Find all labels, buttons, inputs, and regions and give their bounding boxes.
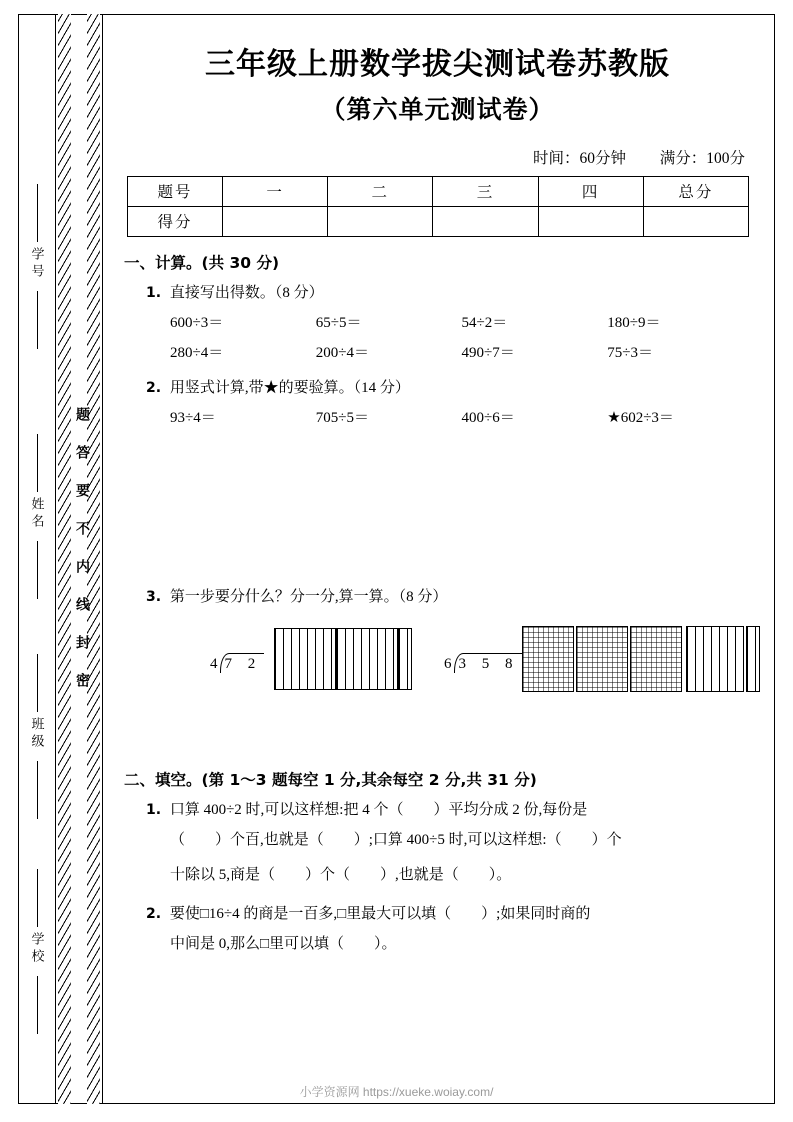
question-text: 用竖式计算,带★的要验算。（14 分） [169,379,410,396]
seal-fields [20,14,54,1104]
field-rule [37,434,38,492]
question-1-3 [146,585,753,606]
question-text: 口算 400÷2 时,可以这样想:把 4 个（ ）平均分成 2 份,每份是 [169,801,588,818]
field-name [24,434,50,599]
table-row-score [128,206,749,236]
column-3: 三 [433,176,538,206]
question-text: 第一步要分什么？分一分,算一算。（8 分） [169,588,448,605]
section-title-1: 一、计算。(共 30 分) [124,253,280,272]
score-table [127,176,749,237]
field-rule [37,869,38,927]
hundred-grid-3 [630,626,682,692]
score-cell-3[interactable] [433,206,538,236]
seal-strip [55,14,103,1104]
field-rule [37,761,38,819]
question-text: 直接写出得数。（8 分） [169,284,324,301]
table-row-header [128,176,749,206]
divisor: 4 [210,655,218,672]
figure-row [162,618,753,710]
field-label: 姓名 [29,497,45,531]
expression: 75÷3＝ [607,344,653,361]
page-title: 三年级上册数学拔尖测试卷苏教版 [205,47,670,82]
field-rule [37,184,38,242]
question-number: 1. [146,284,162,301]
total-score-label: 满分：100分 [659,149,745,167]
row-label-score: 得分 [128,206,223,236]
question-number: 2. [146,905,162,922]
divisor: 6 [444,655,452,672]
row-label-question-no: 题号 [128,176,223,206]
column-total: 总分 [643,176,748,206]
seal-center-text [73,14,89,1104]
exam-meta [122,146,745,168]
expression: 54÷2＝ [461,314,508,331]
field-label: 学号 [29,247,45,281]
seal-hatch-left [58,14,71,1104]
time-label: 时间：60分钟 [532,149,626,167]
division-bracket: 3 5 8 [454,653,522,673]
field-rule [37,654,38,712]
expression-row [170,406,753,427]
field-student-number [24,184,50,349]
expression: 705÷5＝ [315,409,369,426]
stripe-block-ones [398,628,412,690]
question-number: 2. [146,379,162,396]
expression: 490÷7＝ [461,344,515,361]
expression: ★602÷3＝ [607,409,674,426]
question-2-1-line-2: （ ）个百,也就是（ ）;口算 400÷5 时,可以这样想:（ ）个 [170,831,622,848]
expression: 200÷4＝ [315,344,369,361]
question-2-2-line-2: 中间是 0,那么□里可以填（ ）。 [170,935,397,952]
score-cell-1[interactable] [223,206,328,236]
stripe-block-tens-1 [274,628,336,690]
hundred-grid-2 [576,626,628,692]
expression: 93÷4＝ [170,409,216,426]
question-number: 3. [146,588,162,605]
stripe-block-tens-2 [336,628,398,690]
field-label: 学校 [29,932,45,966]
stripe-block-ones-2 [746,626,760,692]
score-cell-4[interactable] [538,206,643,236]
expression: 600÷3＝ [170,314,224,331]
expression-row [170,341,753,362]
expression: 65÷5＝ [315,314,362,331]
field-rule [37,541,38,599]
question-2-1 [146,798,753,819]
question-2-1-line-3: 十除以 5,商是（ ）个（ ）,也就是（ ）。 [170,867,512,883]
section-title-2: 二、填空。(第 1～3 题每空 1 分,其余每空 2 分,共 31 分) [124,770,537,789]
seal-text: 题答要不内线封密 [74,407,89,711]
page-subtitle: （第六单元测试卷） [320,94,555,124]
expression: 400÷6＝ [461,409,515,426]
hundred-grid-1 [522,626,574,692]
footer-watermark: 小学资源网 https://xueke.woiay.com/ [299,1085,494,1099]
question-1-1 [146,281,753,302]
field-label: 班级 [29,717,45,751]
document-content [110,14,775,1104]
column-2: 二 [328,176,433,206]
field-rule [37,976,38,1034]
division-bracket: 7 2 [220,653,265,673]
question-number: 1. [146,801,162,818]
field-class [24,654,50,819]
expression: 180÷9＝ [607,314,661,331]
expression: 280÷4＝ [170,344,224,361]
score-cell-2[interactable] [328,206,433,236]
column-1: 一 [223,176,328,206]
field-school [24,869,50,1034]
long-division-2 [444,653,522,673]
expression-row [170,311,753,332]
column-4: 四 [538,176,643,206]
question-1-2 [146,376,753,397]
question-2-2 [146,902,753,923]
stripe-block-tens-3 [686,626,744,692]
question-text: 要使□16÷4 的商是一百多,□里最大可以填（ ）;如果同时商的 [169,905,591,922]
field-rule [37,291,38,349]
long-division-1 [210,653,264,673]
work-space-area[interactable] [122,427,753,577]
score-cell-total[interactable] [643,206,748,236]
